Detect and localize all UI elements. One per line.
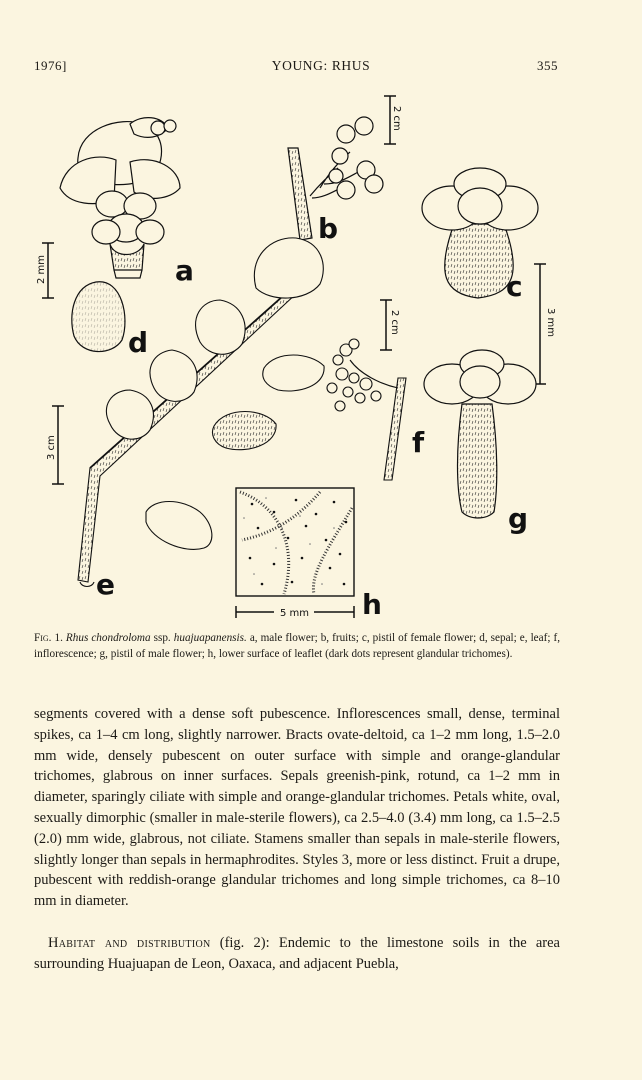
illustration-leaflet-surface: [236, 488, 354, 596]
habitat-text: Endemic to the limestone soils in the area surrounding Huajuapan de Leon, Oaxaca, and adjacent Puebla,: [34, 935, 560, 972]
scale-label-e: 3 cm: [46, 435, 57, 460]
page-number: 355: [537, 58, 558, 73]
running-header-title: YOUNG: RHUS: [271, 58, 371, 73]
scale-label-f: 2 cm: [389, 310, 400, 335]
scale-label-c-g: 3 mm: [545, 308, 556, 338]
section-heading: Habitat and distribution: [48, 935, 211, 951]
species-name: Rhus chondroloma: [65, 632, 151, 644]
subspecies-label: ssp.: [153, 632, 171, 644]
panel-label-e: e: [96, 568, 115, 601]
scale-bar-f: [380, 300, 400, 350]
botanical-illustration-plate: [30, 88, 590, 628]
panel-label-h: h: [362, 588, 382, 621]
habitat-paragraph: [34, 933, 560, 975]
scale-label-a: 2 mm: [36, 254, 47, 284]
panel-label-d: d: [128, 326, 149, 359]
description-paragraph: segments covered with a dense soft pubescence. Inflorescences small, dense, terminal spikes, ca 1–4 cm long, slightly narrower. Bracts ovate-deltoid, ca 1–2 mm long, 1.5–2.0 mm wide, densely pubescent on outer surface with simple and orange-glandular trichomes, glabrous on inner surfaces. Sepals greenish-pink, rotund, ca 1–2 mm in diameter, sparingly ciliate with simple and orange-glandular trichomes. Petals white, oval, sexually dimorphic (smaller in male-sterile flowers), ca 2.5–4.0 (3.4) mm long, ca 1.5–2.5 (2.0) mm wide, glabrous, not ciliate. Stamens smaller than sepals in male-sterile flowers, slightly longer than sepals in hermaphrodites. Styles 3, more or less distinct. Fruit a drupe, pubescent with reddish-orange glandular trichomes and long simple trichomes, ca 8–10 mm in diameter.: [34, 706, 560, 910]
panel-label-a: a: [175, 254, 194, 287]
scale-bar-c-g: [534, 264, 556, 384]
scale-label-h: 5 mm: [280, 608, 310, 619]
figure-number: Fig. 1.: [34, 632, 63, 644]
illustration-inflorescence: [327, 339, 406, 480]
scale-bar-h: [236, 606, 354, 619]
scale-bar-b: [384, 96, 402, 144]
scale-bar-e: [46, 406, 64, 484]
illustration-male-pistil: [424, 350, 536, 518]
panel-label-b: b: [318, 212, 339, 245]
figure-reference: (fig. 2):: [219, 935, 270, 951]
scale-label-b: 2 cm: [391, 106, 402, 131]
figure-caption: [34, 631, 560, 662]
subspecies-name: huajuapanensis.: [173, 632, 247, 644]
running-header-year: 1976]: [34, 58, 67, 73]
caption-text: a, male flower; b, fruits; c, pistil of female flower; d, sepal; e, leaf; f, inflorescence; g, pistil of male flower; h, lower surface of leaflet (dark dots represent glandular trichomes).: [34, 632, 560, 660]
panel-label-f: f: [412, 426, 425, 459]
illustration-sepal: [72, 282, 125, 352]
panel-label-c: c: [506, 270, 523, 303]
panel-label-g: g: [508, 502, 529, 535]
scale-bar-a: [36, 243, 54, 298]
illustration-male-flower: [60, 118, 180, 278]
